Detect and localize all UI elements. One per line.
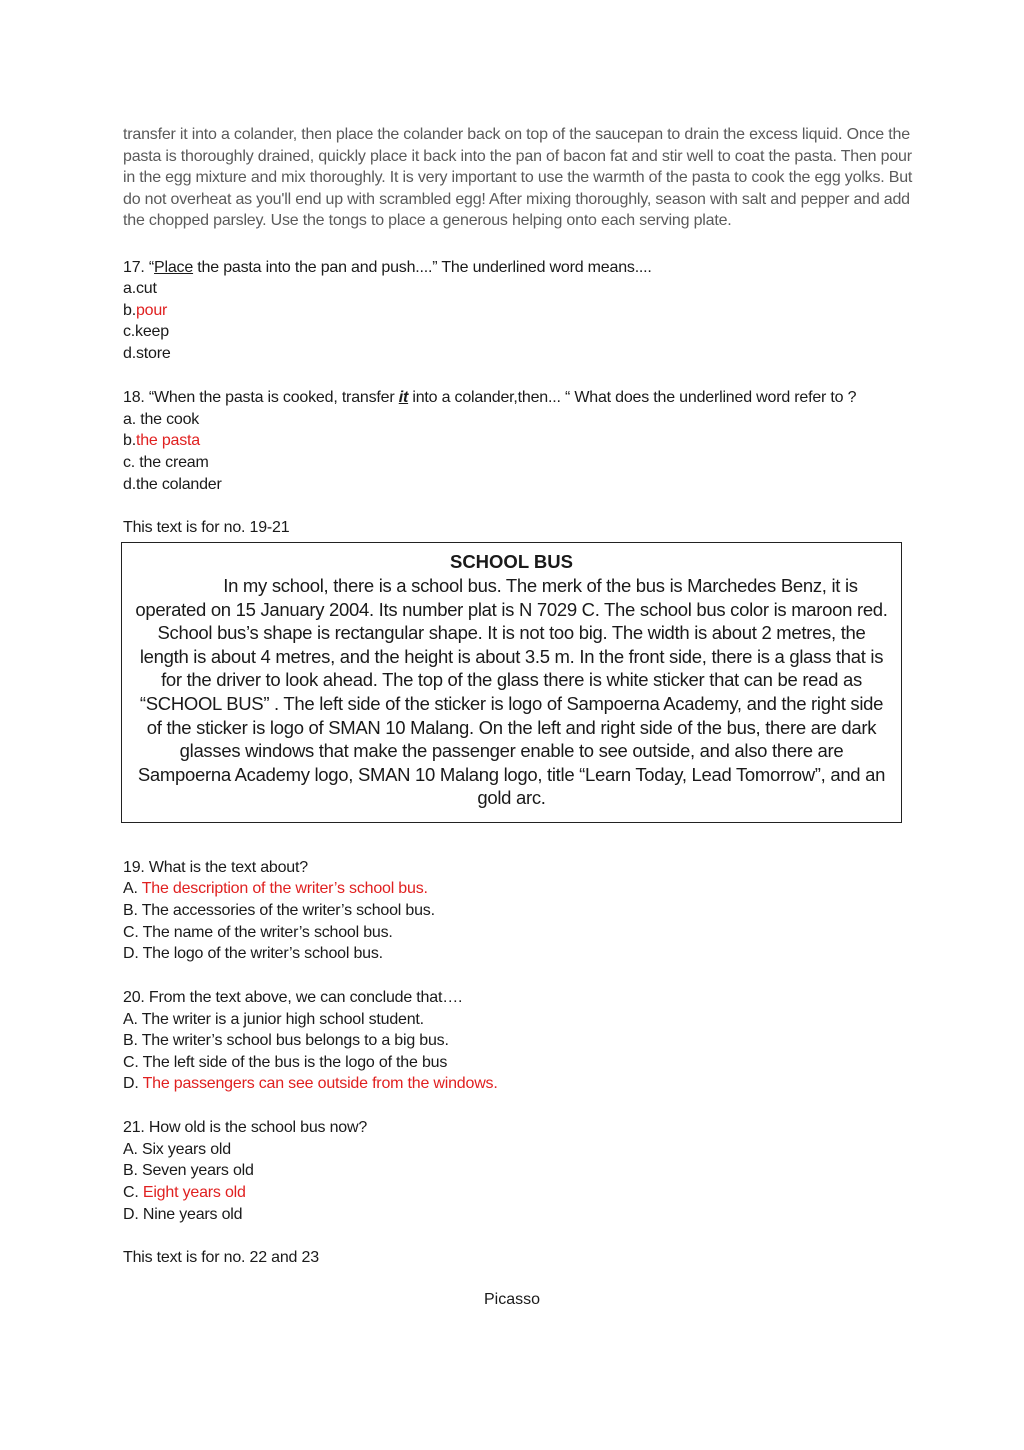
q17-option-c: c.keep: [123, 323, 169, 340]
next-text-title: Picasso: [483, 1291, 541, 1308]
q18-option-d: d.the colander: [123, 476, 222, 493]
q19-option-c: C. The name of the writer’s school bus.: [123, 924, 393, 941]
q18-underlined-word: it: [398, 389, 409, 406]
q20-option-c: C. The left side of the bus is the logo of the bus: [123, 1054, 448, 1071]
question-20: 20. From the text above, we can conclude that….: [123, 989, 463, 1006]
q18-option-a: a. the cook: [123, 411, 200, 428]
q21-answer: Eight years old: [142, 1184, 246, 1201]
recipe-passage-continuation: transfer it into a colander, then place the colander back on top of the saucepan to drain the excess liquid. Once the pasta is thoroughly drained, quickly place it back into the pan of bacon fat and stir well to coat the pasta. Then pour in the egg mixture and mix thoroughly. It is very important to use the warmth of the pasta to cook the egg yolks. But do not overheat as you'll end up with scrambled egg! After mixing thoroughly, season with salt and pepper and add the chopped parsley. Use the tongs to place a generous helping onto each serving plate.: [123, 126, 913, 230]
school-bus-title: SCHOOL BUS: [449, 551, 573, 572]
q17-option-a: a.cut: [123, 280, 157, 297]
q19-option-d: D. The logo of the writer’s school bus.: [123, 945, 383, 962]
q17-suffix: the pasta into the pan and push....” The underlined word means....: [193, 259, 652, 276]
q20-answer: The passengers can see outside from the windows.: [142, 1075, 498, 1092]
q19-option-a: A. The description of the writer’s school bus.: [123, 880, 428, 897]
text-intro-22-23: This text is for no. 22 and 23: [123, 1249, 319, 1266]
q18-answer: the pasta: [135, 432, 200, 449]
q17-prefix: 17. “: [123, 259, 155, 276]
q21-option-a: A. Six years old: [123, 1141, 231, 1158]
q18-option-b: b.the pasta: [123, 432, 200, 449]
q20-option-b: B. The writer’s school bus belongs to a big bus.: [123, 1032, 449, 1049]
q19-option-b: B. The accessories of the writer’s school bus.: [123, 902, 435, 919]
question-18: 18. “When the pasta is cooked, transfer it into a colander,then... “ What does the underlined word refer to ?: [123, 389, 857, 406]
q17-option-d: d.store: [123, 345, 171, 362]
q21-option-b: B. Seven years old: [123, 1162, 254, 1179]
q18-option-c: c. the cream: [123, 454, 209, 471]
school-bus-text-box: [121, 542, 902, 823]
question-17: [123, 257, 652, 278]
question-19: 19. What is the text about?: [123, 859, 308, 876]
q20-option-a: A. The writer is a junior high school student.: [123, 1011, 424, 1028]
q20-option-d: D. The passengers can see outside from the windows.: [123, 1075, 498, 1092]
q17-option-b: b.pour: [123, 302, 168, 319]
q17-underlined-word: Place: [154, 259, 194, 276]
q21-option-d: D. Nine years old: [123, 1206, 243, 1223]
text-intro-19-21: This text is for no. 19-21: [123, 519, 290, 536]
question-21: 21. How old is the school bus now?: [123, 1119, 368, 1136]
school-bus-body: In my school, there is a school bus. The merk of the bus is Marchedes Benz, it is operated on 15 January 2004. Its number plat is N 7029 C. The school bus color is maroon red. School bus’s shape is rectangular shape. It is not too big. The width is about 2 metres, the length is about 4 metres, and the height is about 3.5 m. In the front side, there is a glass that is for the driver to look ahead. The top of the glass there is white sticker that can be read as “SCHOOL BUS” . The left side of the sticker is logo of Sampoerna Academy, and the right side of the sticker is logo of SMAN 10 Malang. On the left and right side of the bus, there are dark glasses windows that make the passenger enable to see outside, and also there are Sampoerna Academy logo, SMAN 10 Malang logo, title “Learn Today, Lead Tomorrow”, and an gold arc.: [135, 575, 888, 809]
q17-answer: pour: [135, 302, 168, 319]
q21-option-c: C. Eight years old: [123, 1184, 246, 1201]
q19-answer: The description of the writer’s school bus.: [141, 880, 428, 897]
